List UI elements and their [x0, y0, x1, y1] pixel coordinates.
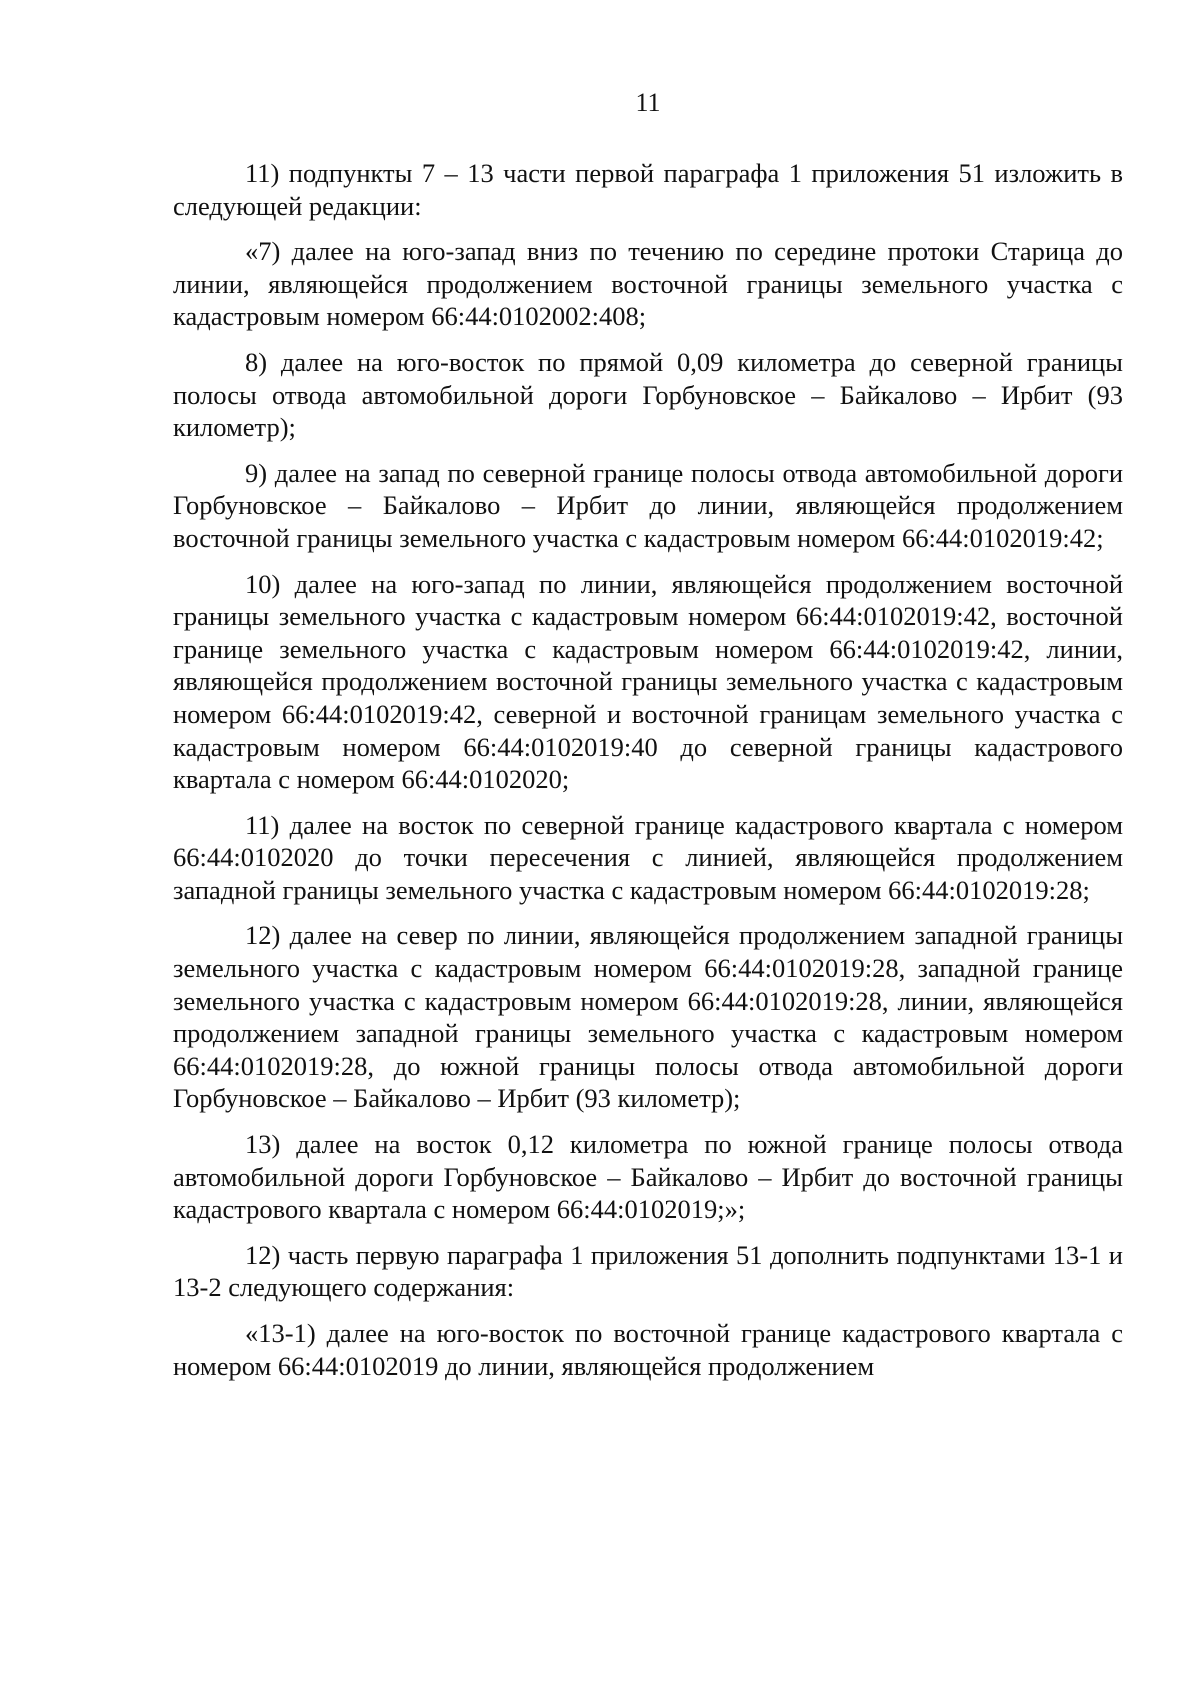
- paragraph-item-11: 11) подпункты 7 – 13 части первой параграфа 1 приложения 51 изложить в следующей редакции:: [173, 158, 1123, 221]
- paragraph-subitem-9: 9) далее на запад по северной границе полосы отвода автомобильной дороги Горбуновское – Байкалово – Ирбит до линии, являющейся продолжением восточной границы земельного участка с кадастровым номером 66:44:0102019:42;: [173, 457, 1123, 553]
- paragraph-subitem-10: 10) далее на юго-запад по линии, являющейся продолжением восточной границы земельного участка с кадастровым номером 66:44:0102019:42, восточной границе земельного участка с кадастровым номером 66:44:0102019:42, линии, являющейся продолжением восточной границы земельного участка с кадастровым номером 66:44:0102019:42, северной и восточной границам земельного участка с кадастровым номером 66:44:0102019:40 до северной границы кадастрового квартала с номером 66:44:0102020;: [173, 568, 1123, 795]
- paragraph-subitem-11: 11) далее на восток по северной границе кадастрового квартала с номером 66:44:0102020 до точки пересечения с линией, являющейся продолжением западной границы земельного участка с кадастровым номером 66:44:0102019:28;: [173, 809, 1123, 905]
- paragraph-item-12: 12) часть первую параграфа 1 приложения 51 дополнить подпунктами 13-1 и 13-2 следующего содержания:: [173, 1239, 1123, 1303]
- document-body: [173, 157, 1123, 1395]
- paragraph-subitem-12: 12) далее на север по линии, являющейся продолжением западной границы земельного участка с кадастровым номером 66:44:0102019:28, западной границе земельного участка с кадастровым номером 66:44:0102019:28, линии, являющейся продолжением западной границы земельного участка с кадастровым номером 66:44:0102019:28, до южной границы полосы отвода автомобильной дороги Горбуновское – Байкалово – Ирбит (93 километр);: [173, 920, 1123, 1114]
- paragraph-subitem-8: 8) далее на юго-восток по прямой 0,09 километра до северной границы полосы отвода автомобильной дороги Горбуновское – Байкалово – Ирбит (93 километр);: [173, 346, 1123, 443]
- paragraph-subitem-13: 13) далее на восток 0,12 километра по южной границе полосы отвода автомобильной дороги Горбуновское – Байкалово – Ирбит до восточной границы кадастрового квартала с номером 66:44:0102019;»;: [173, 1129, 1123, 1225]
- paragraph-subitem-13-1: «13-1) далее на юго-восток по восточной границе кадастрового квартала с номером 66:44:0102019 до линии, являющейся продолжением: [173, 1318, 1123, 1381]
- paragraph-subitem-7: «7) далее на юго-запад вниз по течению по середине протоки Старица до линии, являющейся продолжением восточной границы земельного участка с кадастровым номером 66:44:0102002:408;: [173, 236, 1123, 332]
- page-number: 11: [635, 88, 661, 117]
